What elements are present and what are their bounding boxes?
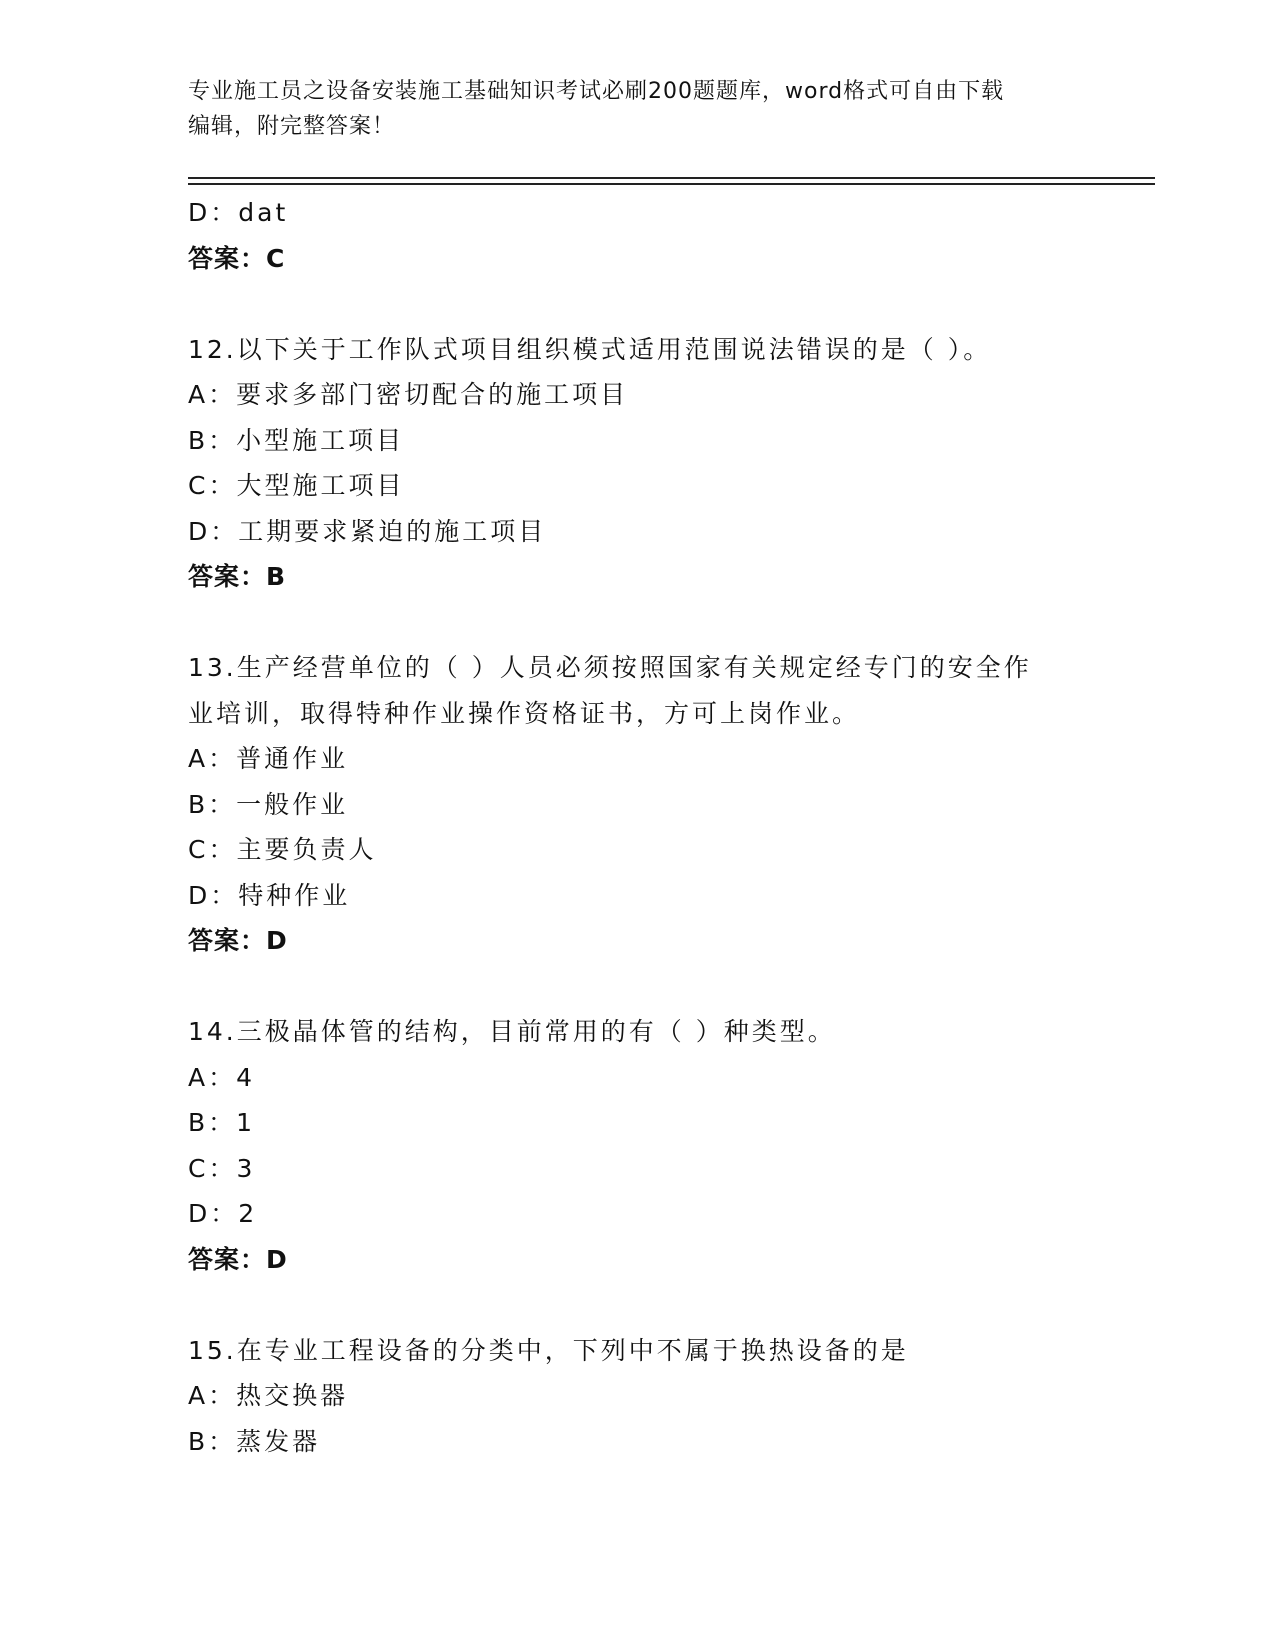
option-d: D：特种作业 <box>188 880 351 910</box>
question-12 <box>188 327 1068 600</box>
option-b: B：蒸发器 <box>188 1426 321 1456</box>
question-stem: 15.在专业工程设备的分类中，下列中不属于换热设备的是 <box>188 1335 909 1365</box>
question-stem: 12.以下关于工作队式项目组织模式适用范围说法错误的是（ ）。 <box>188 334 992 364</box>
document-header <box>188 74 1068 144</box>
header-line-2: 编辑，附完整答案！ <box>188 114 396 139</box>
question-stem-cont: 业培训，取得特种作业操作资格证书，方可上岗作业。 <box>188 698 861 728</box>
option-b: B：小型施工项目 <box>188 425 405 455</box>
option-c: C：3 <box>188 1153 256 1183</box>
option-d: D：2 <box>188 1199 258 1228</box>
prev-option-d: D：dat <box>188 198 289 227</box>
question-13 <box>188 645 1068 964</box>
header-divider-top <box>188 177 1155 179</box>
question-content <box>188 190 1068 1464</box>
option-a: A：要求多部门密切配合的施工项目 <box>188 380 629 409</box>
answer: 答案：D <box>188 926 288 955</box>
question-15 <box>188 1328 1068 1465</box>
header-divider-bottom <box>188 183 1155 185</box>
option-d: D：工期要求紧迫的施工项目 <box>188 516 547 546</box>
option-b: B：一般作业 <box>188 789 349 819</box>
question-stem: 14.三极晶体管的结构，目前常用的有（ ）种类型。 <box>188 1017 836 1046</box>
answer: 答案：D <box>188 1244 288 1274</box>
option-b: B：1 <box>188 1108 256 1137</box>
option-c: C：大型施工项目 <box>188 471 405 500</box>
option-a: A：热交换器 <box>188 1381 349 1410</box>
answer: 答案：B <box>188 562 287 591</box>
question-14 <box>188 1009 1068 1282</box>
prev-answer: 答案：C <box>188 243 286 273</box>
option-a: A：4 <box>188 1062 256 1092</box>
header-line-1: 专业施工员之设备安装施工基础知识考试必刷200题题库，word格式可自由下载 <box>188 79 1005 104</box>
question-stem: 13.生产经营单位的（ ）人员必须按照国家有关规定经专门的安全作 <box>188 653 1032 682</box>
option-a: A：普通作业 <box>188 744 349 773</box>
option-c: C：主要负责人 <box>188 835 377 864</box>
